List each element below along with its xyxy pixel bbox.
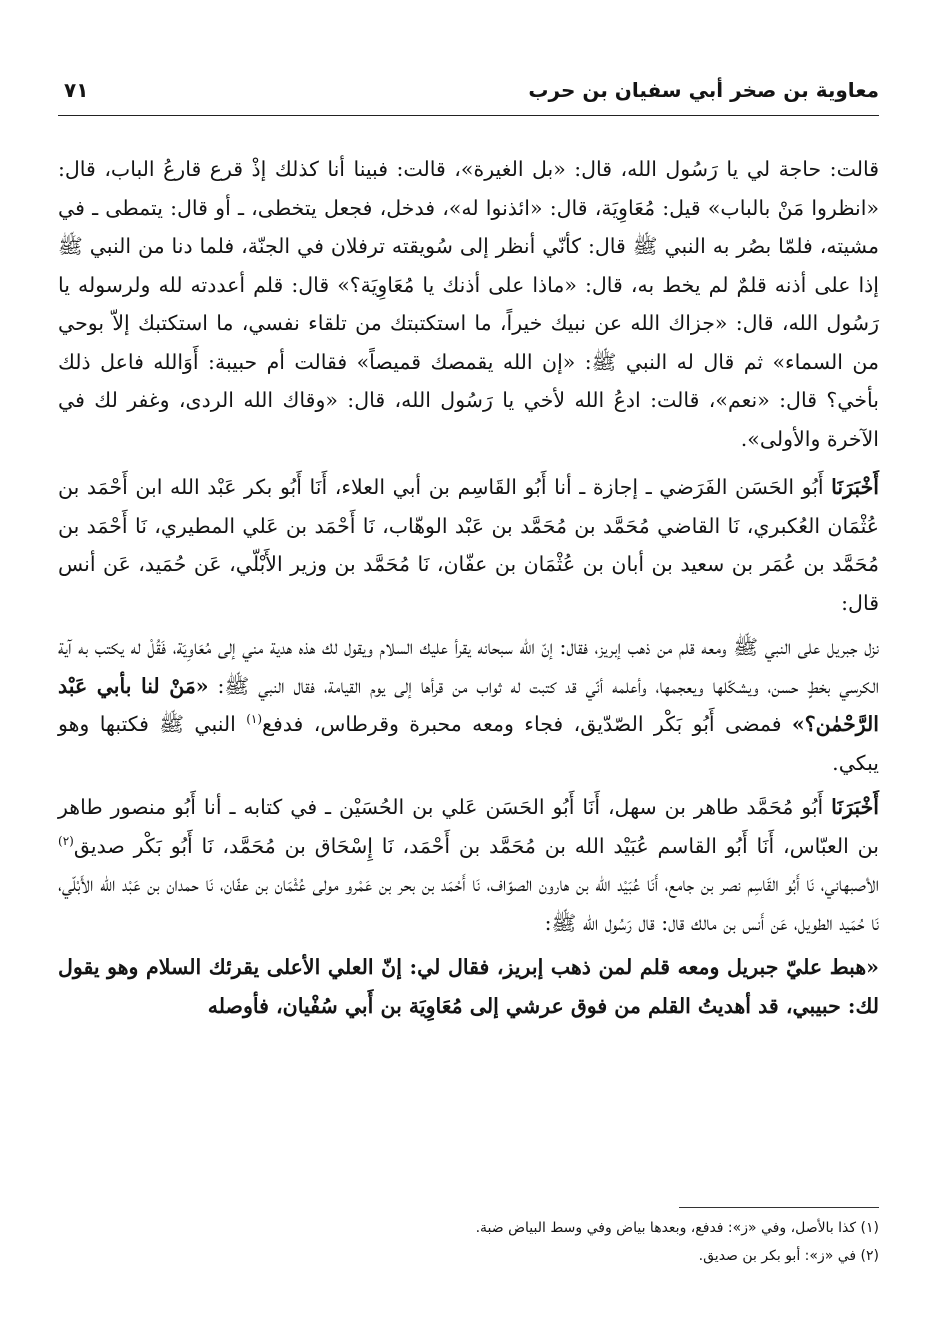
footnote-1: (١) كذا بالأصل، وفي «ز»: فدفع، وبعدها بياض وفي وسط البياض ضبة. <box>475 1220 879 1236</box>
running-head <box>58 78 879 110</box>
header-rule <box>58 115 879 116</box>
paragraph-2 <box>58 468 879 622</box>
paragraph-3-text: نزل جبريل على النبي ﷺ ومعه قلم من ذهب إبريز، فقال: إنّ الله سبحانه يقرأ عليك السلام ويقول لك هذه هدية مني إلى مُعَاوِيَة، فَقُلْ له يكتب به آية الكرسي بخطٍ حسن، ويشكّلها ويعجمها، وأعلمه أنّي قد كتبت له ثواب من قرأها إلى يوم القيامة، فقال النبي ﷺ: <box>58 635 879 698</box>
isnad-lead: أَخْبَرَنَا <box>831 795 879 819</box>
page-number: ٧١ <box>64 78 89 102</box>
running-title: معاوية بن صخر أبي سفيان بن حرب <box>528 78 879 102</box>
paragraph-1: قالت: حاجة لي يا رَسُول الله، قال: «بل الغيرة»، قالت: فبينا أنا كذلك إذْ قرع قارعُ الباب، قال: «انظروا مَنْ بالباب» قيل: مُعَاوِيَة، قال: «ائذنوا له»، فدخل، فجعل يتخطى، ـ أو قال: يتمطى ـ في مشيته، فلمّا بصُر به النبي ﷺ قال: كأنّي أنظر إلى سُويقته ترفلان في الجنّة، فلما دنا من النبي ﷺ إذا على أذنه قلمٌ لم يخط به، قال: «ماذا على أذنك يا مُعَاوِيَة؟» قال: قلم أعددته لله ولرسوله يا رَسُول الله، قال: «جزاك الله عن نبيك خيراً، ما استكتبتك من تلقاء نفسي، ما استكتبك إلاّ بوحي من السماء» ثم قال له النبي ﷺ: «إن الله يقمصك قميصاً» فقالت أم حبيبة: أَوَالله فاعل ذلك بأخي؟ قال: «نعم»، قالت: ادعُ الله لأخي يا رَسُول الله، قال: «وقاك الله الردى، وغفر لك في الآخرة والأولى». <box>58 157 880 451</box>
paragraph-2-text: أَبُو الحَسَن الفَرَضي ـ إجازة ـ أنا أَبُو القَاسِم بن أبي العلاء، أَنَا أَبُو بكر عَبْد الله ابن أَحْمَد بن عُثْمَان العُكبري، نَا القاضي مُحَمَّد بن مُحَمَّد بن عَبْد الوهّاب، نَا أَحْمَد بن عَلي المطيري، نَا أَحْمَد بن مُحَمَّد بن عُمَر بن سعيد بن أبان بن عُثْمَان بن عفّان، نَا مُحَمَّد بن وزير الأَبْلّي، عَن حُمَيد، عَن أنس قال: <box>58 475 879 615</box>
paragraph-3-tail: فمضى أَبُو بَكْر الصّدّيق، فجاء ومعه محبرة وقرطاس، فدفع <box>262 712 792 736</box>
footnotes <box>58 1214 879 1270</box>
footnote-ref-2[interactable]: (٢) <box>58 833 74 848</box>
paragraph-3-bold-quote: «مَنْ لنا بأبي عَبْد الرَّحْمٰن؟» <box>58 673 879 736</box>
isnad-lead: أَخْبَرَنَا <box>831 475 879 499</box>
paragraph-3 <box>58 628 879 782</box>
footnote-rule <box>679 1207 879 1208</box>
body-text <box>58 150 879 1031</box>
footnote-2: (٢) في «ز»: أبو بكر بن صديق. <box>698 1248 879 1264</box>
paragraph-4 <box>58 788 879 942</box>
paragraph-4-text: أَبُو مُحَمَّد طاهر بن سهل، أَنَا أَبُو الحَسَن عَلي بن الحُسَيْن ـ في كتابه ـ أنا أَبُو منصور طاهر بن العبّاس، أَنَا أَبُو القاسم عُبَيْد الله بن مُحَمَّد بن أَحْمَد، نَا إِسْحَاق بن مُحَمَّد، نَا أَبُو بَكْر صديق <box>58 795 879 858</box>
footnote-ref-1[interactable]: (١) <box>246 712 263 727</box>
paragraph-5: «هبط عليّ جبريل ومعه قلم لمن ذهب إبريز، فقال لي: إنّ العلي الأعلى يقرئك السلام وهو يقول لك: حبيبي، قد أهديتُ القلم من فوق عرشي إلى مُعَاوِيَة بن أَبي سُفْيان، فأوصله <box>58 955 879 1018</box>
paragraph-3-end: النبي ﷺ فكتبها وهو يبكي. <box>58 712 879 775</box>
paragraph-4-tail: الأصبهاني، نَا أَبُو القَاسِم نصر بن جامع، أَنَا عُبَيْد الله بن هارون الصوّاف، نَا أَحْمَد بن بحر بن عَمْرو مولى عُثْمَان بن عفّان، نَا حمدان بن عَبْد الله الأَبْلّي، نَا حُمَيد الطويل، عَن أَنس بن مالك قال: قال رَسُول الله ﷺ: <box>58 872 879 935</box>
